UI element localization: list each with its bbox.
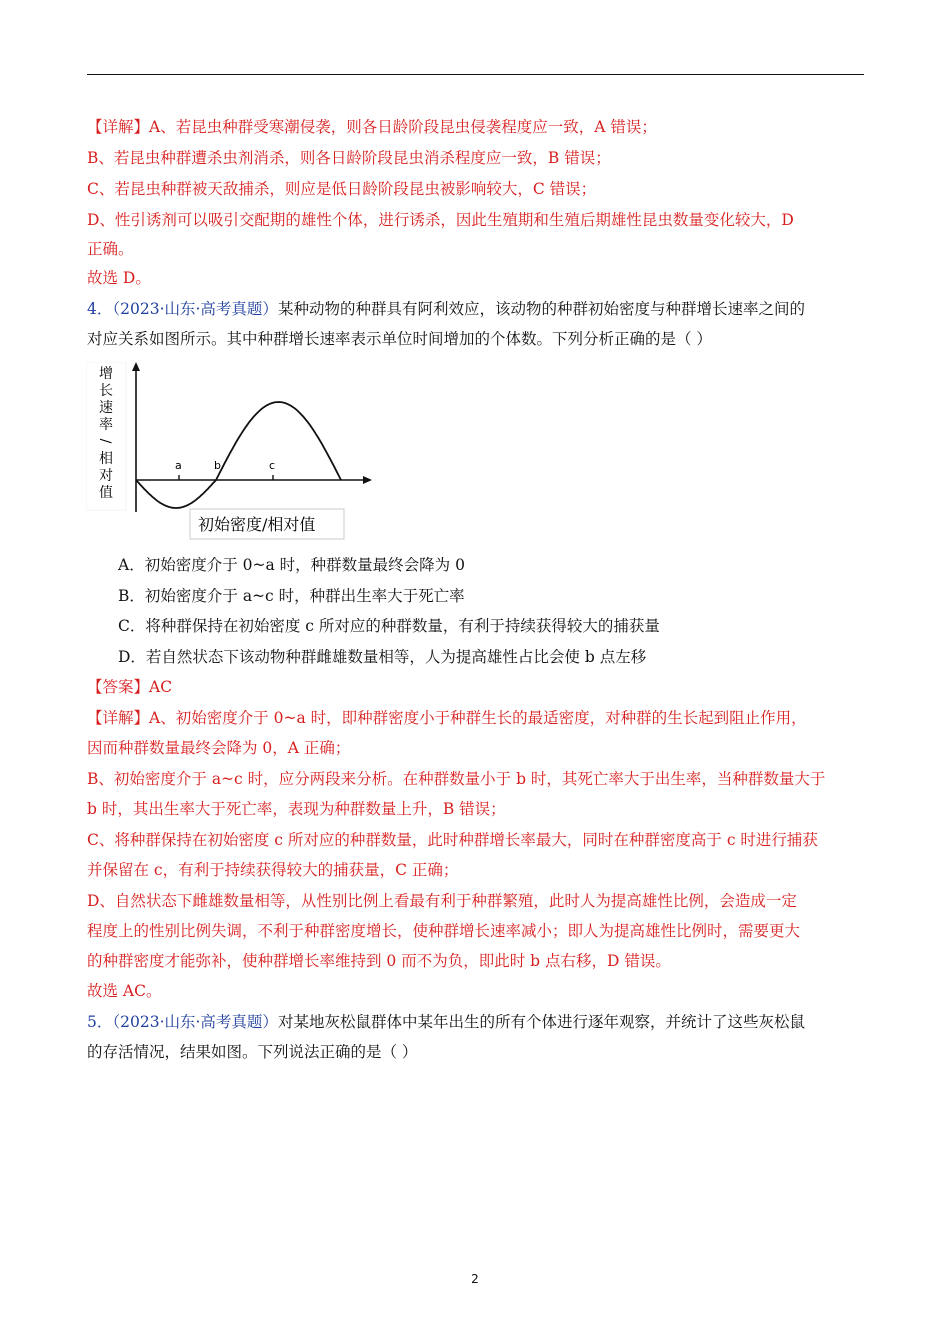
q4-explanation-line-5: C、将种群保持在初始密度 c 所对应的种群数量，此时种群增长率最大，同时在种群密度高于 c 时进行捕获 bbox=[87, 831, 818, 849]
tick-label-a: a bbox=[175, 459, 182, 472]
q4-source: （2023·山东·高考真题） bbox=[112, 300, 278, 318]
q5-source: （2023·山东·高考真题） bbox=[112, 1013, 278, 1031]
y-axis-label-char: 对 bbox=[99, 468, 113, 484]
tick-label-c: c bbox=[269, 459, 276, 472]
q3-conclusion: 故选 D。 bbox=[87, 269, 151, 287]
q4-option-c[interactable]: C．将种群保持在初始密度 c 所对应的种群数量，有利于持续获得较大的捕获量 bbox=[118, 617, 660, 635]
allee-effect-chart bbox=[86, 362, 376, 542]
q5-number: 5． bbox=[87, 1013, 113, 1031]
q4-option-a[interactable]: A．初始密度介于 0~a 时，种群数量最终会降为 0 bbox=[118, 556, 465, 574]
q5-stem-text: 对某地灰松鼠群体中某年出生的所有个体进行逐年观察，并统计了这些灰松鼠 bbox=[277, 1013, 805, 1031]
q4-option-b[interactable]: B．初始密度介于 a~c 时，种群出生率大于死亡率 bbox=[118, 587, 465, 605]
q3-explanation-line-4: D、性引诱剂可以吸引交配期的雄性个体，进行诱杀，因此生殖期和生殖后期雄性昆虫数量变化较大，D bbox=[87, 211, 794, 229]
q3-explanation-line-2: B、若昆虫种群遭杀虫剂消杀，则各日龄阶段昆虫消杀程度应一致，B 错误； bbox=[87, 149, 611, 167]
q4-explanation-line-7: D、自然状态下雌雄数量相等，从性别比例上看最有利于种群繁殖，此时人为提高雄性比例，会造成一定 bbox=[87, 892, 797, 910]
q4-stem-text: 某种动物的种群具有阿利效应，该动物的种群初始密度与种群增长速率之间的 bbox=[277, 300, 805, 318]
q3-explanation-line-1: 【详解】A、若昆虫种群受寒潮侵袭，则各日龄阶段昆虫侵袭程度应一致，A 错误； bbox=[87, 118, 657, 136]
q4-explanation-line-9: 的种群密度才能弥补，使种群增长率维持到 0 而不为负，即此时 b 点右移，D 错误。 bbox=[87, 952, 671, 970]
q4-stem-line-2: 对应关系如图所示。其中种群增长速率表示单位时间增加的个体数。下列分析正确的是（ ） bbox=[87, 330, 712, 348]
x-axis-arrow bbox=[363, 476, 372, 484]
q4-answer: 【答案】AC bbox=[87, 678, 173, 696]
y-axis-arrow bbox=[132, 362, 140, 371]
y-axis-label-char: 速 bbox=[99, 400, 113, 416]
y-axis-label-char: 相 bbox=[99, 451, 113, 467]
q5-stem-line-1 bbox=[87, 1012, 805, 1032]
y-axis-label-char: / bbox=[97, 438, 113, 444]
page-number: 2 bbox=[471, 1272, 479, 1286]
q4-explanation-line-8: 程度上的性别比例失调，不利于种群密度增长，使种群增长速率减小；即人为提高雄性比例时，需要更大 bbox=[87, 922, 801, 940]
tick-label-b: b bbox=[214, 459, 221, 472]
y-axis-label-char: 增 bbox=[99, 366, 113, 382]
q4-explanation-line-4: b 时，其出生率大于死亡率，表现为种群数量上升，B 错误； bbox=[87, 800, 506, 818]
q4-conclusion: 故选 AC。 bbox=[87, 982, 162, 1000]
q3-explanation-line-3: C、若昆虫种群被天敌捕杀，则应是低日龄阶段昆虫被影响较大，C 错误； bbox=[87, 180, 597, 198]
growth-rate-curve bbox=[136, 402, 341, 508]
y-axis-label-char: 长 bbox=[99, 383, 113, 399]
q4-stem-line-1 bbox=[87, 299, 805, 319]
q4-explanation-line-1: 【详解】A、初始密度介于 0~a 时，即种群密度小于种群生长的最适密度，对种群的生长起到阻止作用， bbox=[87, 709, 807, 727]
q4-explanation-line-2: 因而种群数量最终会降为 0，A 正确； bbox=[87, 739, 351, 757]
y-axis-label-char: 率 bbox=[99, 417, 113, 433]
q4-number: 4． bbox=[87, 300, 113, 318]
header-rule bbox=[87, 74, 864, 75]
q4-option-d[interactable]: D．若自然状态下该动物种群雌雄数量相等，人为提高雄性占比会使 b 点左移 bbox=[118, 648, 647, 666]
q4-explanation-line-3: B、初始密度介于 a~c 时，应分两段来分析。在种群数量小于 b 时，其死亡率大于出生率，当种群数量大于 bbox=[87, 770, 826, 788]
q3-explanation-line-5: 正确。 bbox=[87, 240, 134, 258]
q4-explanation-line-6: 并保留在 c，有利于持续获得较大的捕获量，C 正确； bbox=[87, 861, 459, 879]
x-axis-label: 初始密度/相对值 bbox=[198, 515, 316, 534]
q5-stem-line-2: 的存活情况，结果如图。下列说法正确的是（ ） bbox=[87, 1043, 418, 1061]
y-axis-label-char: 值 bbox=[99, 485, 113, 501]
